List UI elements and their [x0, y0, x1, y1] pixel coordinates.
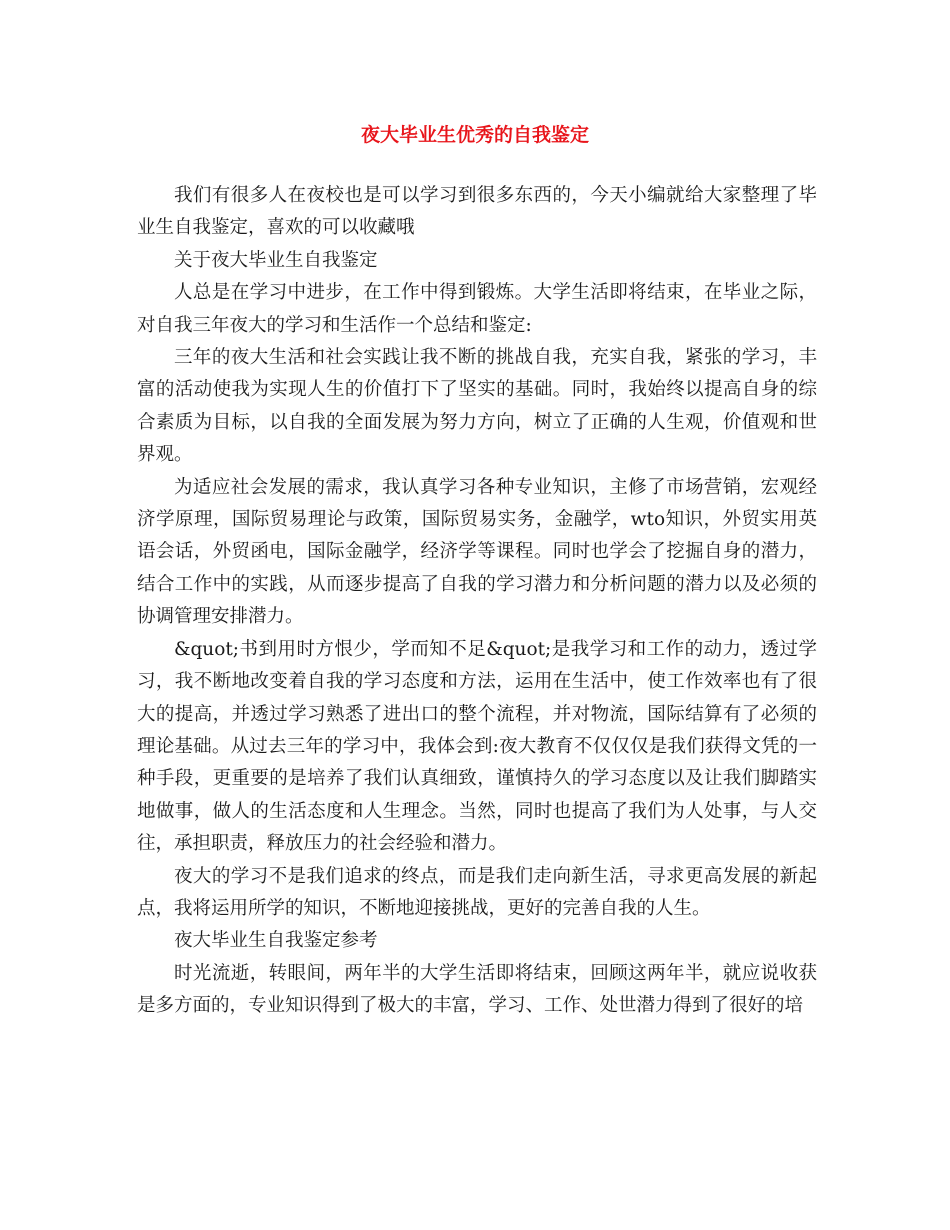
paragraph: 时光流逝，转眼间，两年半的大学生活即将结束，回顾这两年半，就应说收获是多方面的，专业知识得到了极大的丰富，学习、工作、处世潜力得到了很好的培 [137, 962, 817, 1017]
section-heading-about: 关于夜大毕业生自我鉴定 [174, 249, 378, 271]
paragraph: &quot;书到用时方恨少，学而知不足&quot;是我学习和工作的动力，透过学习，我不断地改变着自我的学习态度和方法，运用在生活中，使工作效率也有了很大的提高，并透过学习熟悉了进出口的整个流程，并对物流，国际结算有了必须的理论基础。从过去三年的学习中，我体会到:夜大教育不仅仅仅是我们获得文凭的一种手段，更重要的是培养了我们认真细致，谨慎持久的学习态度以及让我们脚踏实地做事，做人的生活态度和人生理念。当然，同时也提高了我们为人处事，与人交往，承担职责，释放压力的社会经验和潜力。 [137, 638, 817, 855]
paragraph: 人总是在学习中进步，在工作中得到锻炼。大学生活即将结束，在毕业之际，对自我三年夜大的学习和生活作一个总结和鉴定: [137, 282, 817, 336]
paragraph: 为适应社会发展的需求，我认真学习各种专业知识，主修了市场营销，宏观经济学原理，国际贸易理论与政策，国际贸易实务，金融学，wto知识，外贸实用英语会话，外贸函电，国际金融学，经济学等课程。同时也学会了挖掘自身的潜力，结合工作中的实践，从而逐步提高了自我的学习潜力和分析问题的潜力以及必须的协调管理安排潜力。 [137, 476, 817, 628]
document-title: 夜大毕业生优秀的自我鉴定 [360, 124, 589, 146]
paragraph-intro: 我们有很多人在夜校也是可以学习到很多东西的，今天小编就给大家整理了毕业生自我鉴定，喜欢的可以收藏哦 [137, 185, 817, 239]
paragraph: 三年的夜大生活和社会实践让我不断的挑战自我，充实自我，紧张的学习，丰富的活动使我为实现人生的价值打下了坚实的基础。同时，我始终以提高自身的综合素质为目标，以自我的全面发展为努力方向，树立了正确的人生观，价值观和世界观。 [137, 347, 817, 466]
section-heading-reference: 夜大毕业生自我鉴定参考 [174, 930, 378, 952]
paragraph: 夜大的学习不是我们追求的终点，而是我们走向新生活，寻求更高发展的新起点，我将运用所学的知识，不断地迎接挑战，更好的完善自我的人生。 [137, 865, 817, 919]
document-body [137, 180, 817, 1023]
